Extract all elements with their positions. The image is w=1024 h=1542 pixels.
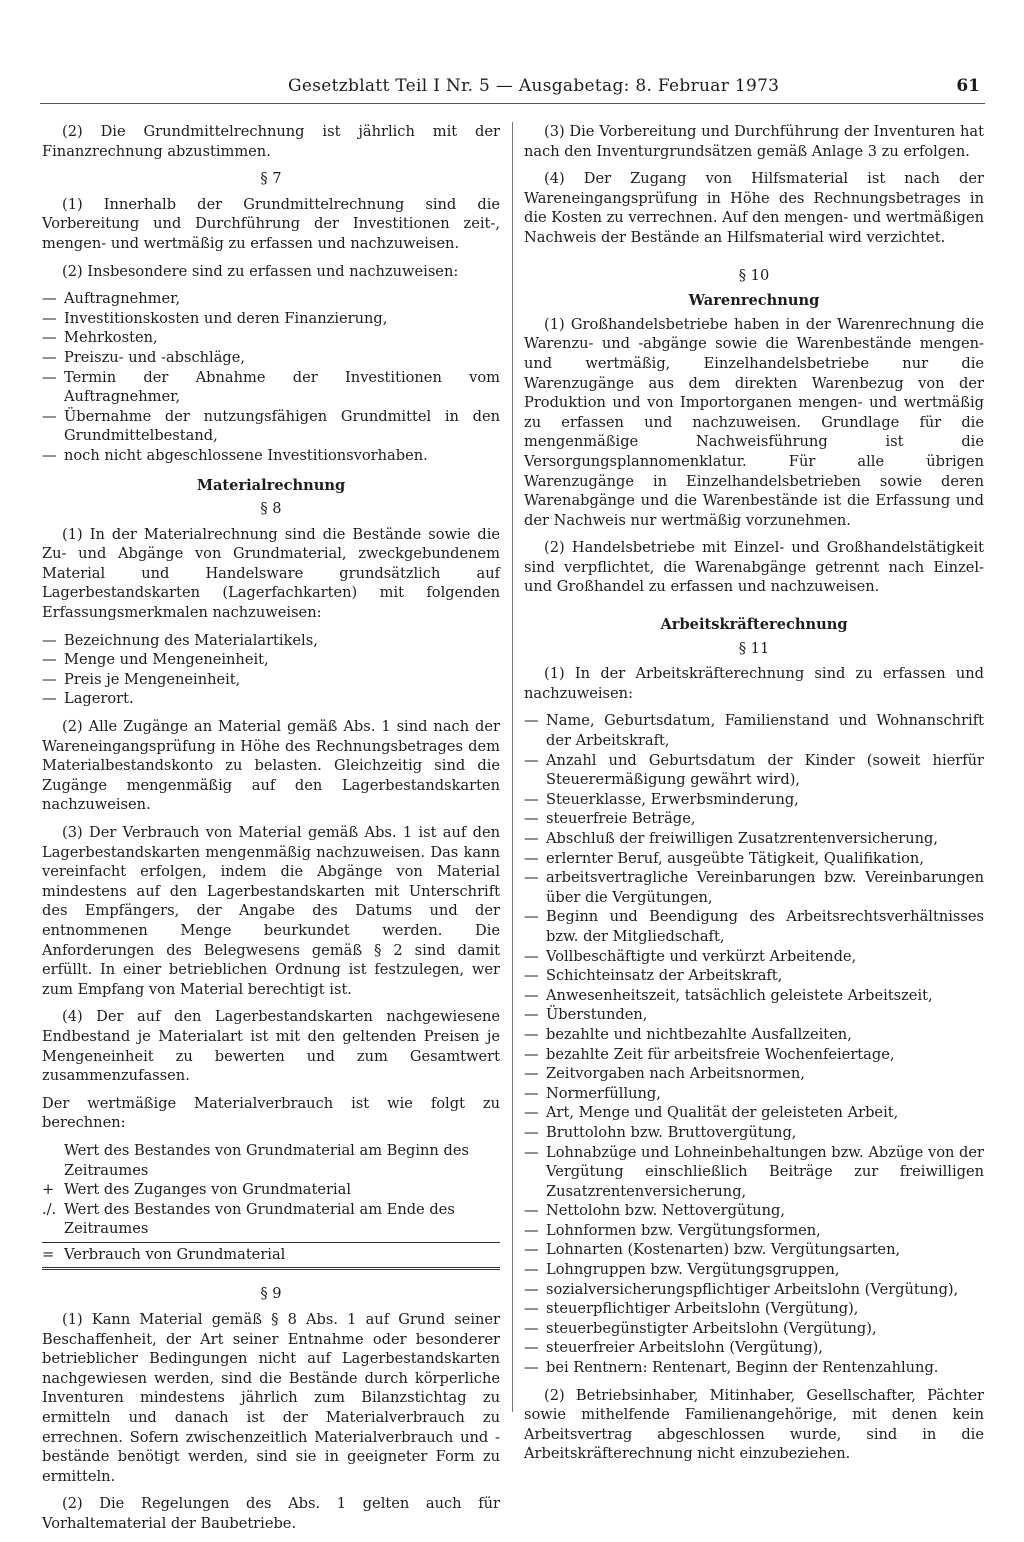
list-item: — Lohnformen bzw. Vergütungsformen,	[524, 1221, 984, 1241]
page-number: 61	[956, 76, 980, 96]
list-item: — Zeitvorgaben nach Arbeitsnormen,	[524, 1064, 984, 1084]
calc-text: Wert des Zuganges von Grundmaterial	[64, 1181, 352, 1199]
section-number: § 9	[260, 1285, 282, 1303]
section-heading: Warenrechnung	[688, 292, 820, 310]
list-item: — Lagerort.	[42, 689, 500, 709]
page-header	[40, 76, 986, 100]
list-item: — Lohnabzüge und Lohneinbehaltungen bzw. Abzüge von der Vergütung einschließlich Beiträge zur freiwilligen Zusatzrentenversicherung,	[524, 1143, 984, 1202]
header-rule	[40, 103, 985, 104]
list-item: — Name, Geburtsdatum, Familienstand und Wohnanschrift der Arbeitskraft,	[524, 711, 984, 750]
list-item: — Bezeichnung des Materialartikels,	[42, 631, 500, 651]
calc-row	[42, 1180, 500, 1200]
paragraph: (1) Kann Material gemäß § 8 Abs. 1 auf Grund seiner Beschaffenheit, der Art seiner Entnahme oder besonderer betrieblicher Bedingungen nicht auf Lagerbestandskarten nachgewiesen werden, sind die Bestände durch körperliche Inventuren mindestens jährlich zum Bilanzstichtag zu ermitteln und danach ist der Materialverbrauch zu errechnen. Sofern zwischenzeitlich Materialverbrauch und -bestände benötigt werden, sind sie in geeigneter Form zu ermitteln.	[42, 1311, 500, 1485]
plus-operator: +	[42, 1181, 55, 1199]
list-item: — Auftragnehmer,	[42, 289, 500, 309]
list-item: — Überstunden,	[524, 1005, 984, 1025]
list-item: — Übernahme der nutzungsfähigen Grundmittel in den Grundmittelbestand,	[42, 407, 500, 446]
paragraph: (2) Alle Zugänge an Material gemäß Abs. 1 sind nach der Wareneingangsprüfung in Höhe des Rechnungsbetrages dem Materialbestandskonto zu belasten. Gleichzeitig sind die Zugänge mengenmäßig auf den Lagerbestandskarten nachzuweisen.	[42, 718, 500, 814]
section-heading: Materialrechnung	[196, 476, 346, 494]
calc-row	[42, 1141, 500, 1180]
list-item: — Preiszu- und -abschläge,	[42, 348, 500, 368]
list-item: — steuerfreier Arbeitslohn (Vergütung),	[524, 1338, 984, 1358]
list-item: — steuerfreie Beträge,	[524, 809, 984, 829]
column-divider	[512, 122, 513, 1412]
section-number: § 11	[738, 639, 770, 657]
list-item: — noch nicht abgeschlossene Investitionsvorhaben.	[42, 446, 500, 466]
paragraph: (1) Innerhalb der Grundmittelrechnung sind die Vorbereitung und Durchführung der Investitionen zeit-, mengen- und wertmäßig zu erfassen und nachzuweisen.	[42, 195, 500, 252]
list-item: — Bruttolohn bzw. Bruttovergütung,	[524, 1123, 984, 1143]
list-item: — Lohnarten (Kostenarten) bzw. Vergütungsarten,	[524, 1240, 984, 1260]
paragraph: (2) Handelsbetriebe mit Einzel- und Großhandelstätigkeit sind verpflichtet, die Warenabgänge getrennt nach Einzel- und Großhandel zu erfassen und nachzuweisen.	[524, 539, 984, 596]
list-item: — Steuerklasse, Erwerbsminderung,	[524, 790, 984, 810]
list-item: — sozialversicherungspflichtiger Arbeitslohn (Vergütung),	[524, 1280, 984, 1300]
paragraph: Der wertmäßige Materialverbrauch ist wie folgt zu berechnen:	[42, 1094, 500, 1132]
sum-rule	[42, 1242, 500, 1243]
list-item: — Vollbeschäftigte und verkürzt Arbeitende,	[524, 947, 984, 967]
paragraph: (2) Die Grundmittelrechnung ist jährlich mit der Finanzrechnung abzustimmen.	[42, 123, 500, 160]
list-item: — Mehrkosten,	[42, 328, 500, 348]
section-heading: Arbeitskräfterechnung	[660, 616, 848, 634]
paragraph: (2) Die Regelungen des Abs. 1 gelten auch für Vorhaltematerial der Baubetriebe.	[42, 1495, 500, 1532]
paragraph: (1) In der Materialrechnung sind die Bestände sowie die Zu- und Abgänge von Grundmaterial, zweckgebundenem Material und Handelsware grundsätzlich auf Lagerbestandskarten (Lagerfachkarten) mit folgenden Erfassungsmerkmalen nachzuweisen:	[42, 525, 500, 622]
list-item: — Termin der Abnahme der Investitionen vom Auftragnehmer,	[42, 368, 500, 407]
list-item: — bei Rentnern: Rentenart, Beginn der Rentenzahlung.	[524, 1358, 984, 1378]
calc-row	[42, 1200, 500, 1239]
list-item: — steuerpflichtiger Arbeitslohn (Vergütung),	[524, 1299, 984, 1319]
list-item: — arbeitsvertragliche Vereinbarungen bzw. Vereinbarungen über die Vergütungen,	[524, 868, 984, 907]
list-item: — steuerbegünstigter Arbeitslohn (Vergütung),	[524, 1319, 984, 1339]
paragraph: (4) Der auf den Lagerbestandskarten nachgewiesene Endbestand je Materialart ist mit den geltenden Preisen je Mengeneinheit zu bewerten und zum Gesamtwert zusammenzufassen.	[42, 1008, 500, 1085]
calc-result	[42, 1245, 500, 1265]
paragraph: (2) Insbesondere sind zu erfassen und nachzuweisen:	[62, 262, 459, 280]
list-item: — Anzahl und Geburtsdatum der Kinder (soweit hierfür Steuerermäßigung gewährt wird),	[524, 751, 984, 790]
equals-operator: =	[42, 1245, 55, 1263]
section-number: § 8	[260, 500, 282, 518]
list-item: — Normerfüllung,	[524, 1084, 984, 1104]
calc-text: Wert des Bestandes von Grundmaterial am Ende des Zeitraumes	[64, 1200, 455, 1238]
paragraph: (2) Betriebsinhaber, Mitinhaber, Gesellschafter, Pächter sowie mithelfende Familienangehörige, mit denen kein Arbeitsvertrag abgeschlossen wurde, sind in die Arbeitskräfterechnung nicht einzubeziehen.	[524, 1386, 984, 1463]
paragraph: (1) In der Arbeitskräfterechnung sind zu erfassen und nachzuweisen:	[524, 665, 984, 702]
paragraph: (3) Die Vorbereitung und Durchführung der Inventuren hat nach den Inventurgrundsätzen gemäß Anlage 3 zu erfolgen.	[524, 123, 984, 160]
list-item: — Menge und Mengeneinheit,	[42, 650, 500, 670]
dash-list	[524, 711, 984, 1377]
list-item: — Preis je Mengeneinheit,	[42, 670, 500, 690]
paragraph: (4) Der Zugang von Hilfsmaterial ist nach der Wareneingangsprüfung in Höhe des Rechnungsbetrages in die Kosten zu verrechnen. Auf den mengen- und wertmäßigen Nachweis der Bestände an Hilfsmaterial wird verzichtet.	[524, 170, 984, 246]
section-number: § 10	[738, 266, 770, 284]
list-item: — Abschluß der freiwilligen Zusatzrentenversicherung,	[524, 829, 984, 849]
list-item: — bezahlte Zeit für arbeitsfreie Wochenfeiertage,	[524, 1045, 984, 1065]
list-item: — Investitionskosten und deren Finanzierung,	[42, 309, 500, 329]
left-column	[42, 122, 500, 1542]
section-number: § 7	[260, 170, 282, 188]
list-item: — Art, Menge und Qualität der geleisteten Arbeit,	[524, 1103, 984, 1123]
list-item: — Lohngruppen bzw. Vergütungsgruppen,	[524, 1260, 984, 1280]
header-title: Gesetzblatt Teil I Nr. 5 — Ausgabetag: 8. Februar 1973	[288, 76, 780, 96]
calc-text: Wert des Bestandes von Grundmaterial am Beginn des Zeitraumes	[64, 1141, 469, 1179]
list-item: — erlernter Beruf, ausgeübte Tätigkeit, Qualifikation,	[524, 849, 984, 869]
list-item: — bezahlte und nichtbezahlte Ausfallzeiten,	[524, 1025, 984, 1045]
calculation-block	[42, 1141, 500, 1271]
list-item: — Beginn und Beendigung des Arbeitsrechtsverhältnisses bzw. der Mitgliedschaft,	[524, 907, 984, 946]
paragraph: (3) Der Verbrauch von Material gemäß Abs. 1 ist auf den Lagerbestandskarten mengenmäßig nachzuweisen. Das kann vereinfacht erfolgen, indem die Abgänge von Material mindestens auf den Lagerbestandskarten mit Unterschrift des Empfängers, der Angabe des Datums und der entnommenen Menge beurkundet werden. Die Anforderungen des Belegwesens gemäß § 2 sind damit erfüllt. In einer betrieblichen Ordnung ist festzulegen, wer zum Empfang von Material berechtigt ist.	[42, 824, 500, 998]
dash-list	[42, 631, 500, 709]
right-column	[524, 122, 984, 1472]
paragraph: (1) Großhandelsbetriebe haben in der Warenrechnung die Warenzu- und -abgänge sowie die Warenbestände mengen- und wertmäßig, Einzelhandelsbetriebe nur die Warenzugänge aus dem direkten Warenbezug von der Produktion und von Importorganen mengen- und wertmäßig zu erfassen und nachzuweisen. Grundlage für die mengenmäßige Nachweisführung ist die Versorgungsplannomenklatur. Für alle übrigen Warenzugänge in Einzelhandelsbetrieben sowie deren Warenabgänge und die Warenbestände ist die Erfassung und der Nachweis nur wertmäßig vorzunehmen.	[524, 315, 984, 529]
list-item: — Anwesenheitszeit, tatsächlich geleistete Arbeitszeit,	[524, 986, 984, 1006]
calc-result-text: Verbrauch von Grundmaterial	[64, 1245, 286, 1263]
list-item: — Schichteinsatz der Arbeitskraft,	[524, 966, 984, 986]
double-rule	[42, 1267, 500, 1270]
dash-list	[42, 289, 500, 465]
list-item: — Nettolohn bzw. Nettovergütung,	[524, 1201, 984, 1221]
minus-operator: ./.	[42, 1200, 57, 1218]
